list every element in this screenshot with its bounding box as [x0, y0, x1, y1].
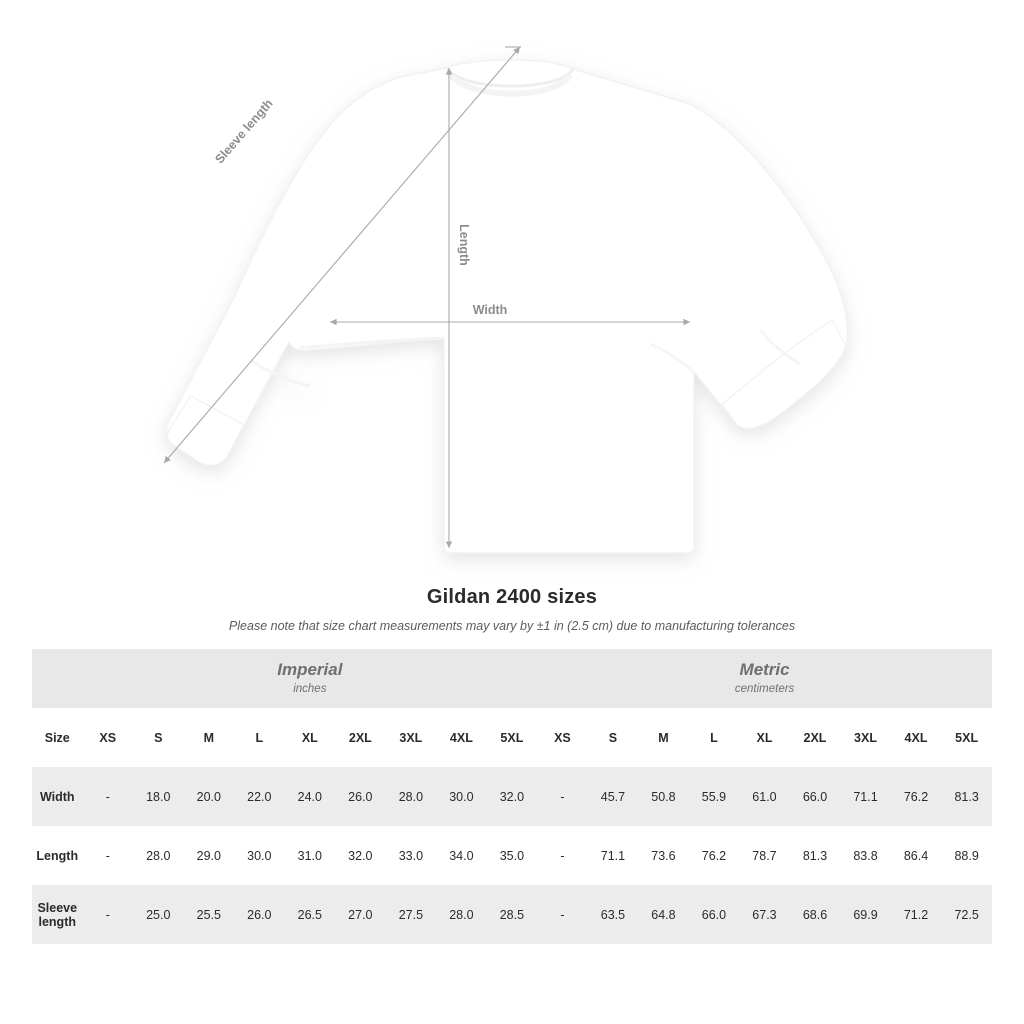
- cell-imperial-4xl: 30.0: [436, 767, 487, 826]
- cell-imperial-4xl: 28.0: [436, 885, 487, 944]
- cell-metric-2xl: 68.6: [790, 885, 841, 944]
- cell-metric-m: 73.6: [638, 826, 689, 885]
- page-title: Gildan 2400 sizes: [426, 586, 598, 608]
- cell-imperial-m: 20.0: [184, 767, 235, 826]
- cell-imperial-5xl: 32.0: [487, 767, 538, 826]
- cell-metric-l: 76.2: [689, 826, 740, 885]
- size-header-l: L: [234, 708, 285, 767]
- cell-imperial-5xl: 35.0: [487, 826, 538, 885]
- cell-metric-3xl: 69.9: [840, 885, 891, 944]
- unit-header-imperial: [83, 649, 538, 708]
- size-header-s: S: [588, 708, 639, 767]
- cell-metric-3xl: 71.1: [840, 767, 891, 826]
- cell-imperial-l: 22.0: [234, 767, 285, 826]
- size-header-5xl: 5XL: [941, 708, 992, 767]
- cell-imperial-s: 18.0: [133, 767, 184, 826]
- cell-metric-4xl: 71.2: [891, 885, 942, 944]
- size-header-xl: XL: [739, 708, 790, 767]
- cell-imperial-3xl: 27.5: [386, 885, 437, 944]
- svg-text:Width: Width: [472, 303, 508, 317]
- cell-imperial-2xl: 27.0: [335, 885, 386, 944]
- size-header-xs: XS: [537, 708, 588, 767]
- size-header-3xl: 3XL: [386, 708, 437, 767]
- table-row: [32, 885, 992, 944]
- sleeve-length-label: [212, 96, 275, 166]
- cell-imperial-xl: 24.0: [285, 767, 336, 826]
- row-label-length: Length: [32, 826, 83, 885]
- size-header-xs: XS: [83, 708, 134, 767]
- cell-metric-4xl: 86.4: [891, 826, 942, 885]
- unit-subtitle: inches: [293, 682, 327, 695]
- row-label-sleeve-length: Sleeve length: [32, 885, 83, 944]
- cell-imperial-5xl: 28.5: [487, 885, 538, 944]
- cell-imperial-xl: 26.5: [285, 885, 336, 944]
- unit-title: Imperial: [277, 659, 343, 679]
- cell-metric-l: 66.0: [689, 885, 740, 944]
- cell-imperial-l: 26.0: [234, 885, 285, 944]
- unit-header-metric: [537, 649, 992, 708]
- cell-imperial-m: 25.5: [184, 885, 235, 944]
- cell-metric-2xl: 81.3: [790, 826, 841, 885]
- size-table: [32, 649, 992, 944]
- size-header-row: [32, 708, 992, 767]
- cell-metric-l: 55.9: [689, 767, 740, 826]
- cell-metric-xl: 67.3: [739, 885, 790, 944]
- cell-metric-xs: -: [537, 767, 588, 826]
- table-row: [32, 767, 992, 826]
- cell-metric-m: 50.8: [638, 767, 689, 826]
- cell-imperial-s: 28.0: [133, 826, 184, 885]
- row-label-width: Width: [32, 767, 83, 826]
- cell-imperial-xl: 31.0: [285, 826, 336, 885]
- cell-imperial-xs: -: [83, 885, 134, 944]
- cell-imperial-l: 30.0: [234, 826, 285, 885]
- length-label: [457, 224, 471, 266]
- size-header-5xl: 5XL: [487, 708, 538, 767]
- cell-metric-2xl: 66.0: [790, 767, 841, 826]
- cell-metric-s: 63.5: [588, 885, 639, 944]
- svg-text:Sleeve length: Sleeve length: [212, 96, 276, 167]
- cell-imperial-4xl: 34.0: [436, 826, 487, 885]
- cell-metric-s: 45.7: [588, 767, 639, 826]
- cell-metric-xs: -: [537, 885, 588, 944]
- chart-heading: [0, 586, 1024, 633]
- cell-metric-5xl: 81.3: [941, 767, 992, 826]
- unit-corner-cell: [32, 649, 83, 708]
- unit-subtitle: centimeters: [734, 682, 795, 695]
- size-header-m: M: [638, 708, 689, 767]
- tolerance-note: Please note that size chart measurements may vary by ±1 in (2.5 cm) due to manufacturing tolerances: [228, 619, 796, 633]
- cell-metric-xl: 61.0: [739, 767, 790, 826]
- cell-metric-m: 64.8: [638, 885, 689, 944]
- cell-metric-xl: 78.7: [739, 826, 790, 885]
- size-header-2xl: 2XL: [790, 708, 841, 767]
- cell-metric-5xl: 88.9: [941, 826, 992, 885]
- cell-imperial-s: 25.0: [133, 885, 184, 944]
- cell-imperial-2xl: 32.0: [335, 826, 386, 885]
- cell-metric-3xl: 83.8: [840, 826, 891, 885]
- size-header-l: L: [689, 708, 740, 767]
- cell-imperial-3xl: 33.0: [386, 826, 437, 885]
- width-label: [473, 303, 508, 317]
- cell-metric-xs: -: [537, 826, 588, 885]
- size-header-4xl: 4XL: [891, 708, 942, 767]
- size-header-label: Size: [32, 708, 83, 767]
- size-header-m: M: [184, 708, 235, 767]
- cell-imperial-xs: -: [83, 826, 134, 885]
- cell-metric-s: 71.1: [588, 826, 639, 885]
- table-row: [32, 826, 992, 885]
- size-header-s: S: [133, 708, 184, 767]
- size-header-2xl: 2XL: [335, 708, 386, 767]
- cell-imperial-3xl: 28.0: [386, 767, 437, 826]
- cell-imperial-m: 29.0: [184, 826, 235, 885]
- size-header-3xl: 3XL: [840, 708, 891, 767]
- cell-metric-5xl: 72.5: [941, 885, 992, 944]
- svg-text:Length: Length: [457, 224, 471, 266]
- size-table-wrapper: [32, 649, 992, 944]
- size-header-4xl: 4XL: [436, 708, 487, 767]
- cell-imperial-2xl: 26.0: [335, 767, 386, 826]
- size-header-xl: XL: [285, 708, 336, 767]
- cell-imperial-xs: -: [83, 767, 134, 826]
- cell-metric-4xl: 76.2: [891, 767, 942, 826]
- unit-title: Metric: [739, 659, 790, 679]
- unit-header-row: [32, 649, 992, 708]
